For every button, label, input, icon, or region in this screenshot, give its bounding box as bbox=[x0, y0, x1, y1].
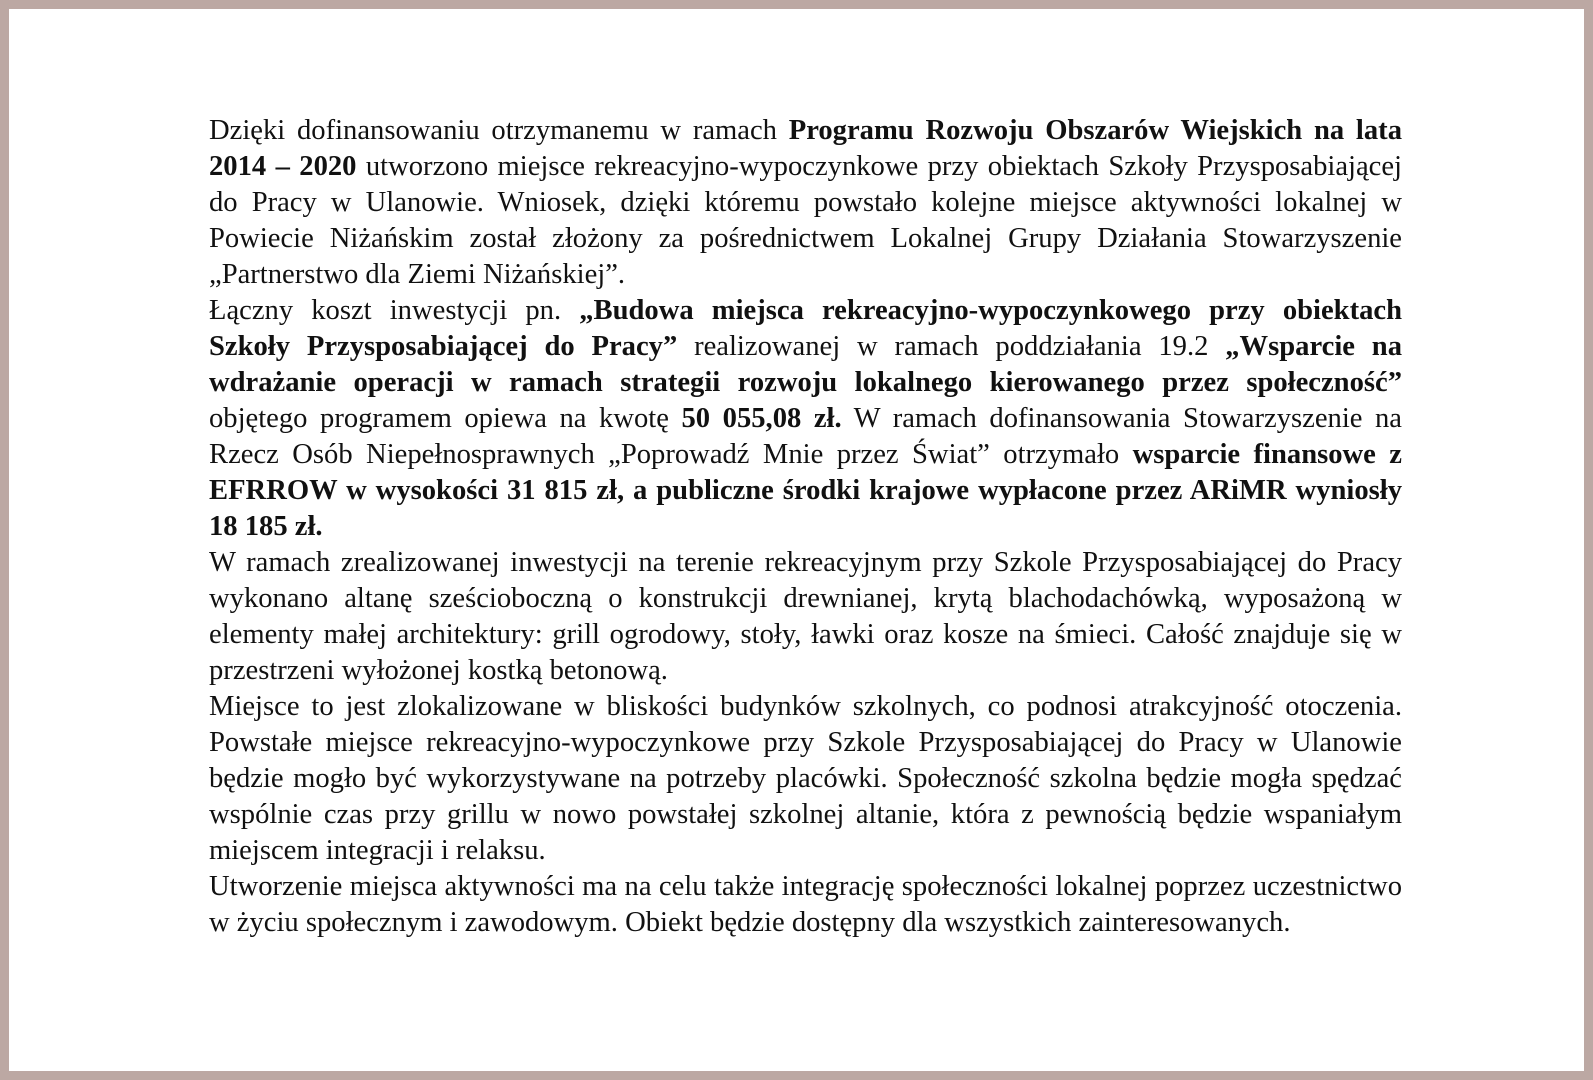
text-run: Miejsce to jest zlokalizowane w bliskości budynków szkolnych, co podnosi atrakcyjność otoczenia. Powstałe miejsce rekreacyjno-wypoczynkowe przy Szkole Przysposabiającej do Pracy w Ulanowie będzie mogło być wykorzystywane na potrzeby placówki. Społeczność szkolna będzie mogła spędzać wspólnie czas przy grillu w nowo powstałej szkolnej altanie, która z pewnością będzie wspaniałym miejscem integracji i relaksu. bbox=[209, 691, 1402, 866]
text-run-bold: wsparcie finansowe z EFRROW w wysokości 31 815 zł, a publiczne środki krajowe wypłacone przez ARiMR wyniosły 18 185 zł. bbox=[209, 439, 1402, 542]
paragraph-purpose bbox=[209, 869, 1402, 941]
document-body bbox=[209, 113, 1402, 941]
text-run-bold: Programu Rozwoju Obszarów Wiejskich na lata 2014 – 2020 bbox=[209, 115, 1402, 182]
text-run-bold: „Wsparcie na wdrażanie operacji w ramach strategii rozwoju lokalnego kierowanego przez społeczność” bbox=[209, 331, 1402, 398]
text-run-bold: 50 055,08 zł. bbox=[681, 403, 842, 434]
text-run: W ramach dofinansowania Stowarzyszenie na Rzecz Osób Niepełnosprawnych „Poprowadź Mnie przez Świat” otrzymało bbox=[209, 403, 1402, 470]
text-run: realizowanej w ramach poddziałania 19.2 bbox=[677, 331, 1226, 362]
paragraph-location bbox=[209, 689, 1402, 869]
paragraph-funding-intro bbox=[209, 113, 1402, 293]
text-run: objętego programem opiewa na kwotę bbox=[209, 403, 682, 434]
paragraph-investment-cost bbox=[209, 293, 1402, 545]
text-run-bold: „Budowa miejsca rekreacyjno-wypoczynkowego przy obiektach Szkoły Przysposabiającej do Pracy” bbox=[209, 295, 1402, 362]
text-run: Łączny koszt inwestycji pn. bbox=[209, 295, 580, 326]
text-run: Utworzenie miejsca aktywności ma na celu także integrację społeczności lokalnej poprzez uczestnictwo w życiu społecznym i zawodowym. Obiekt będzie dostępny dla wszystkich zainteresowanych. bbox=[209, 871, 1402, 938]
text-run: utworzono miejsce rekreacyjno-wypoczynkowe przy obiektach Szkoły Przysposabiającej do Pracy w Ulanowie. Wniosek, dzięki któremu powstało kolejne miejsce aktywności lokalnej w Powiecie Niżańskim został złożony za pośrednictwem Lokalnej Grupy Działania Stowarzyszenie „Partnerstwo dla Ziemi Niżańskiej”. bbox=[209, 151, 1403, 290]
paragraph-investment-scope bbox=[209, 545, 1402, 689]
text-run: Dzięki dofinansowaniu otrzymanemu w ramach bbox=[209, 115, 789, 146]
text-run: W ramach zrealizowanej inwestycji na terenie rekreacyjnym przy Szkole Przysposabiającej do Pracy wykonano altanę sześcioboczną o konstrukcji drewnianej, krytą blachodachówką, wyposażoną w elementy małej architektury: grill ogrodowy, stoły, ławki oraz kosze na śmieci. Całość znajduje się w przestrzeni wyłożonej kostką betonową. bbox=[209, 547, 1402, 686]
